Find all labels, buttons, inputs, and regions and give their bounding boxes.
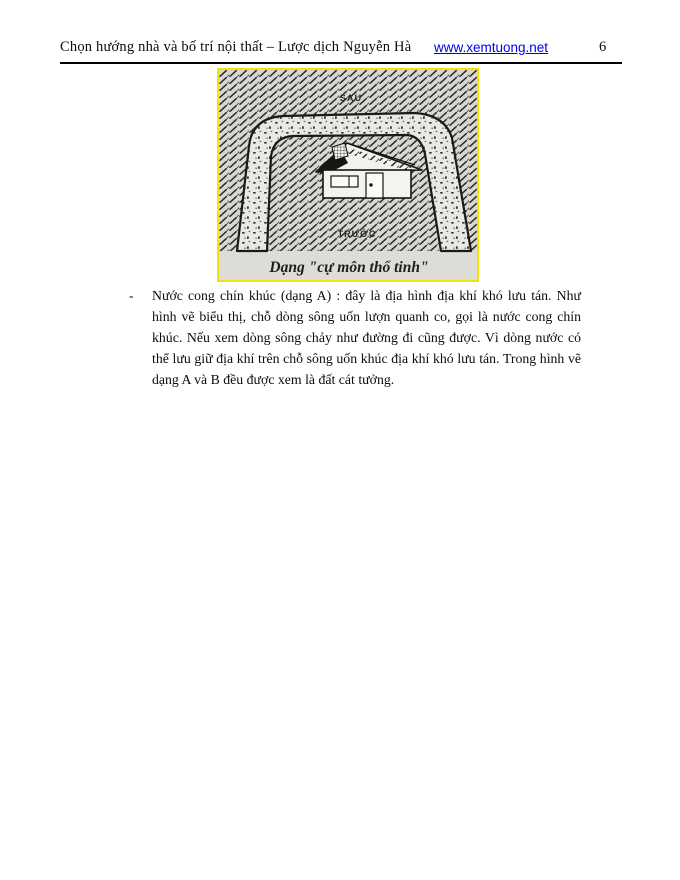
header-divider — [60, 62, 622, 64]
site-link[interactable]: www.xemtuong.net — [434, 40, 549, 55]
header-title: Chọn hướng nhà và bố trí nội thất – Lược dịch Nguyễn Hà — [60, 39, 412, 55]
figure-drawing — [219, 70, 477, 280]
label-sau: SAU — [339, 93, 363, 103]
list-marker: - — [129, 288, 134, 303]
page-number: 6 — [599, 39, 607, 55]
list-item — [129, 286, 581, 391]
door-knob — [369, 183, 372, 186]
figure-caption: Dạng "cự môn thổ tinh" — [269, 259, 429, 276]
house-window — [331, 176, 358, 187]
paragraph-text: Nước cong chín khúc (dạng A) : đây là địa hình địa khí khó lưu tán. Như hình vẽ biểu thị, chỗ dòng sông uốn lượn quanh co, gọi là nước cong chín khúc. Nếu xem dòng sông chảy như đường đi cũng được. Vì dòng nước có thể lưu giữ địa khí trên chỗ sông uốn khúc địa khí khó lưu tán. Trong hình vẽ dạng A và B đều được xem là đất cát tưởng. — [152, 288, 581, 387]
label-truoc: TRƯỚC — [337, 229, 377, 239]
house-door — [366, 173, 383, 198]
figure-cu-mon-tho-tinh — [217, 68, 479, 282]
